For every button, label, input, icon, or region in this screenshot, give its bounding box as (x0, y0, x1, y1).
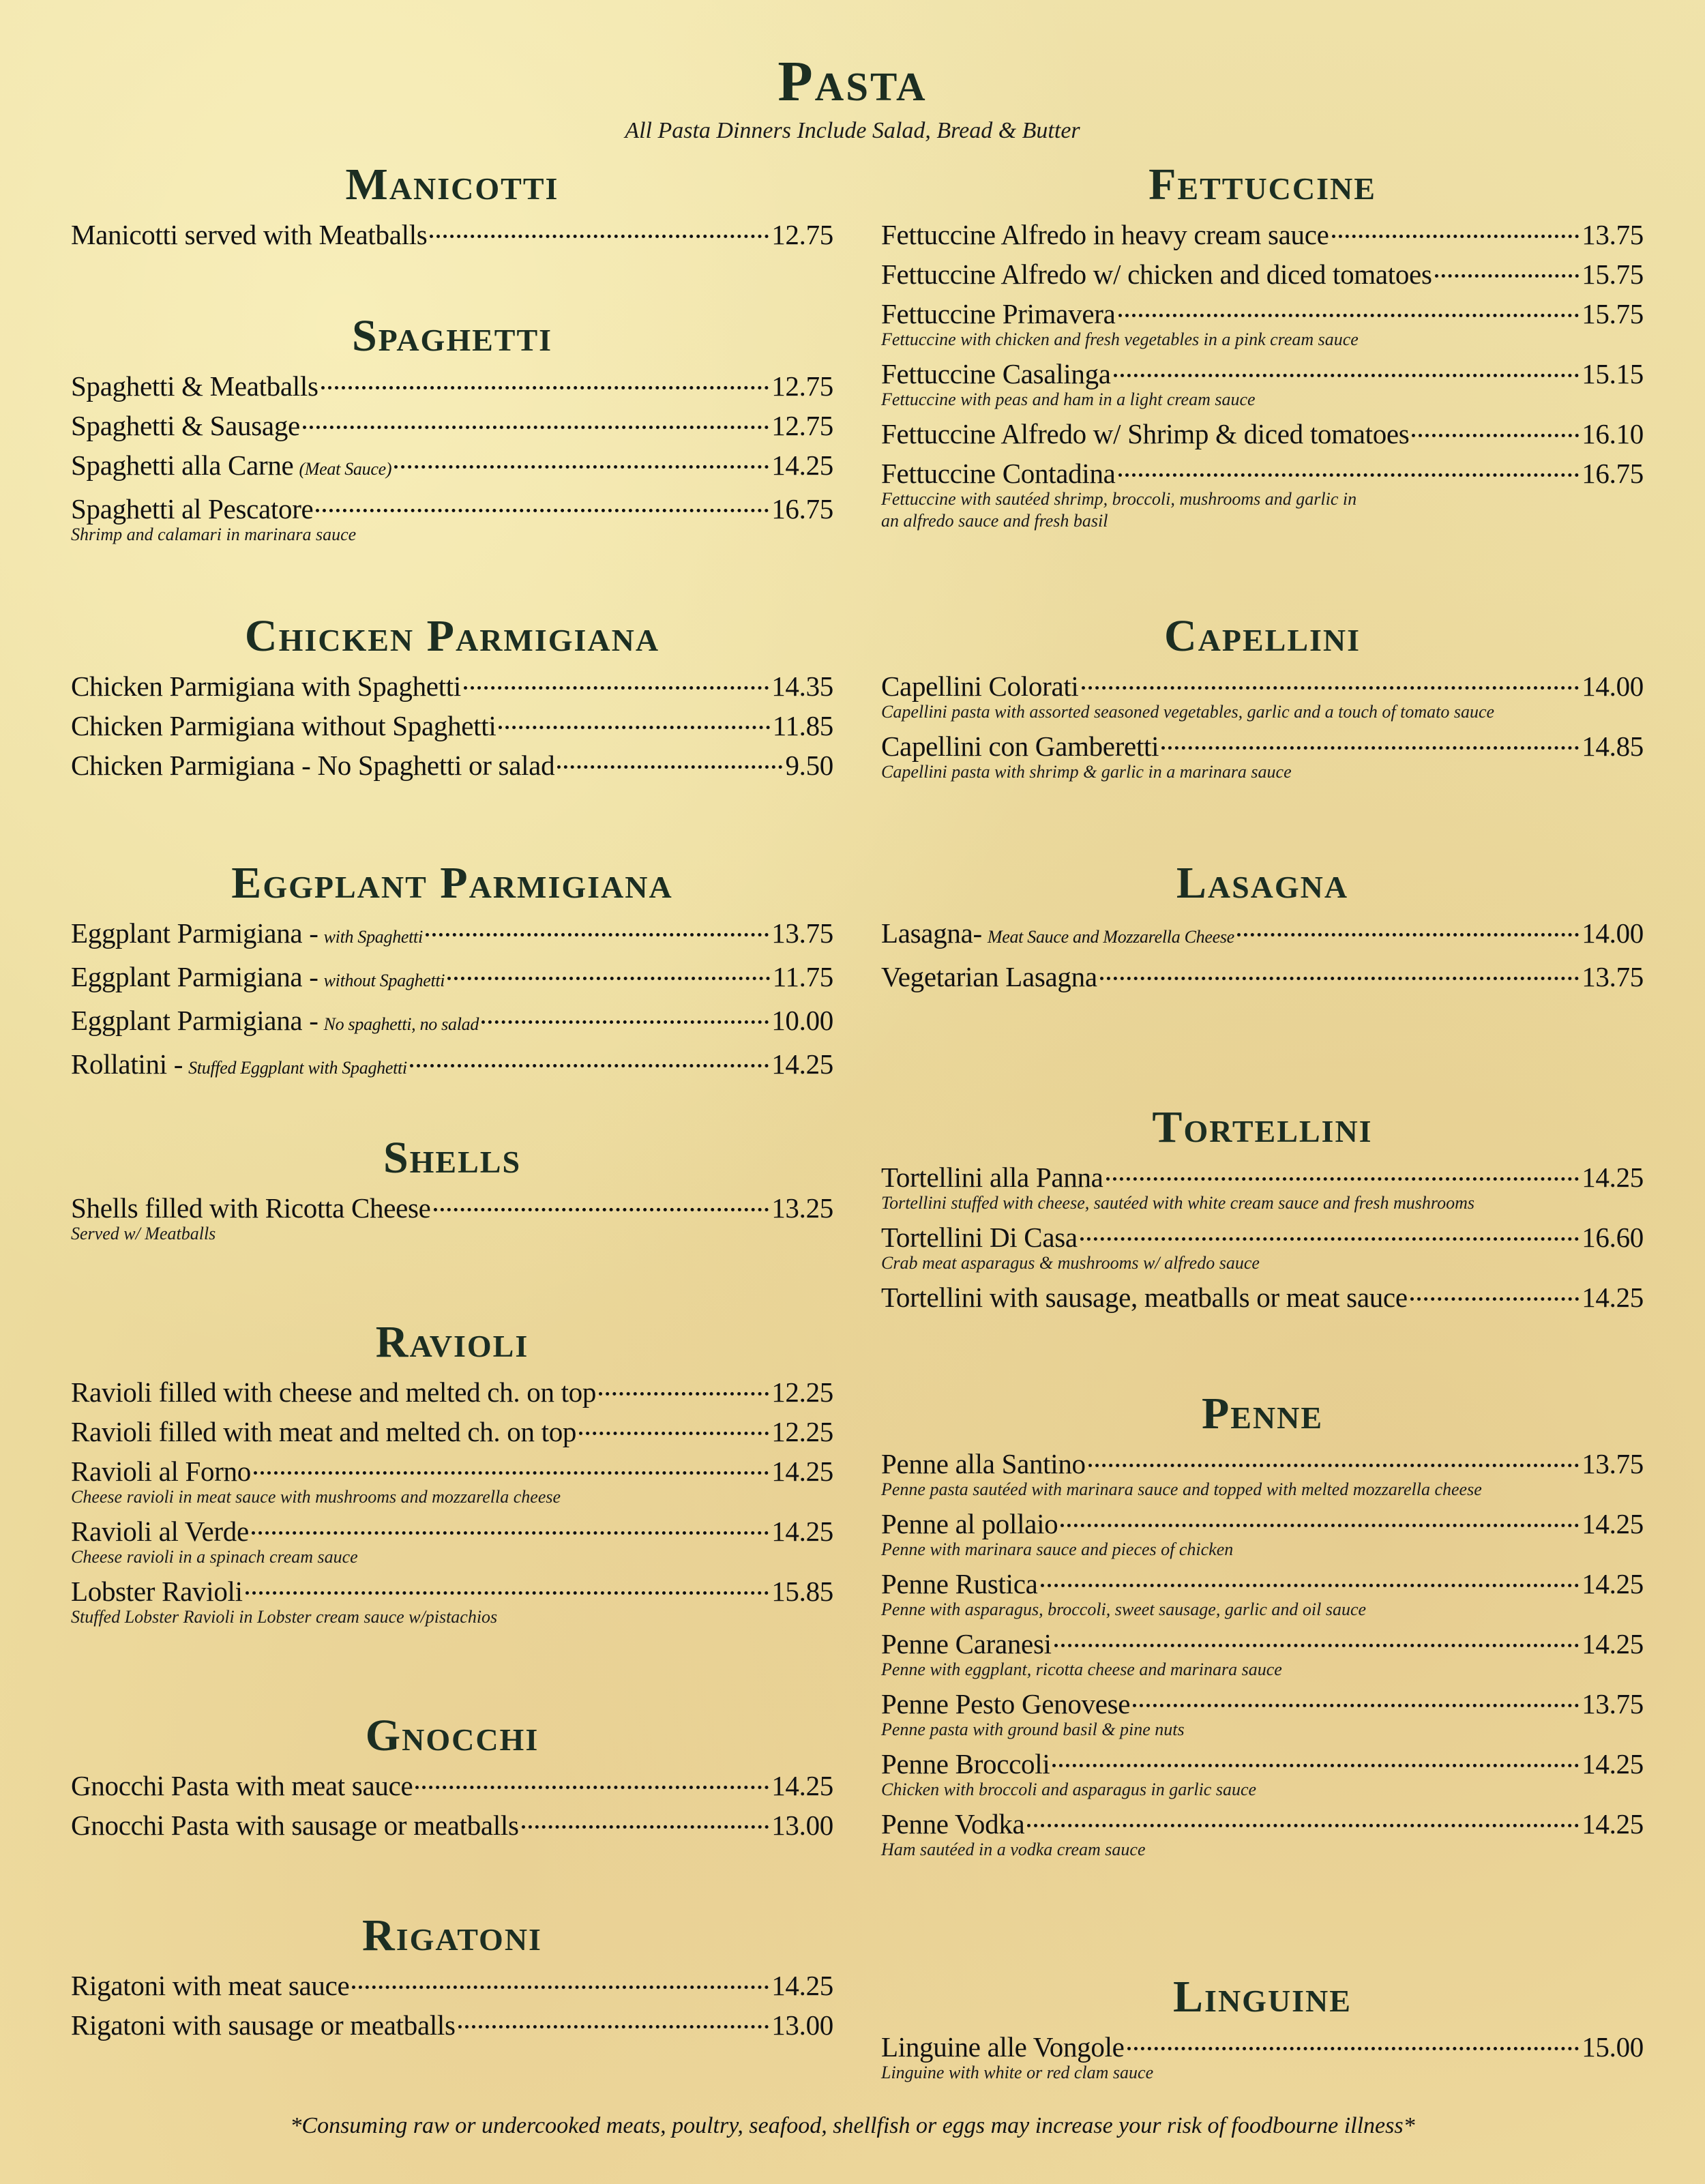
item-name: Penne al pollaio (881, 1508, 1058, 1539)
menu-item (71, 490, 833, 546)
menu-item-row (71, 958, 833, 1000)
item-price: 16.60 (1582, 1222, 1644, 1253)
item-price: 9.50 (785, 750, 833, 781)
menu-item-row (71, 1452, 833, 1490)
menu-item (71, 1413, 833, 1451)
item-name: Fettuccine Alfredo w/ Shrimp & diced tomatoes (881, 418, 1410, 449)
section-title: Penne (1201, 1389, 1324, 1438)
menu-item (71, 707, 833, 745)
dot-leader (303, 426, 769, 429)
menu-item (71, 216, 833, 254)
menu-item-row (71, 1189, 833, 1227)
item-price: 14.25 (771, 449, 833, 481)
item-price: 12.25 (771, 1376, 833, 1408)
menu-item (881, 355, 1644, 411)
item-name: Lobster Ravioli (71, 1576, 243, 1607)
menu-item-row (881, 1745, 1644, 1783)
menu-item-row (881, 1218, 1644, 1256)
item-name: Penne Vodka (881, 1808, 1025, 1840)
dot-leader (1412, 434, 1579, 437)
dot-leader (415, 1786, 769, 1789)
menu-item (881, 1278, 1644, 1316)
item-price: 14.25 (771, 1970, 833, 2001)
item-name: Ravioli filled with meat and melted ch. on top (71, 1416, 577, 1447)
item-price: 12.75 (771, 219, 833, 250)
item-description: Cheese ravioli in a spinach cream sauce (71, 1547, 358, 1567)
dot-leader (1054, 1644, 1580, 1647)
item-price: 14.35 (771, 670, 833, 702)
item-name: Spaghetti alla Carne (71, 449, 294, 481)
menu-item-row (881, 1685, 1644, 1723)
menu-item (71, 914, 833, 956)
menu-item-row (71, 367, 833, 405)
item-price: 16.10 (1582, 418, 1644, 449)
menu-item (881, 1805, 1644, 1861)
item-description: Cheese ravioli in meat sauce with mushrooms and mozzarella cheese (71, 1487, 561, 1507)
item-description: Served w/ Meatballs (71, 1224, 216, 1243)
menu-item-row (71, 216, 833, 254)
dot-leader (426, 933, 769, 936)
menu-item (71, 2006, 833, 2044)
menu-item (71, 1512, 833, 1568)
section-linguine (881, 1972, 1644, 2088)
dot-leader (1041, 1584, 1580, 1587)
item-note: without Spaghetti (323, 971, 445, 990)
menu-item-row (71, 1767, 833, 1805)
dot-leader (1082, 686, 1580, 690)
dot-leader (246, 1591, 769, 1595)
section-chicken-parmigiana (71, 611, 833, 786)
item-description: Crab meat asparagus & mushrooms w/ alfredo sauce (881, 1253, 1260, 1273)
section-title: Shells (383, 1133, 522, 1183)
menu-item (71, 1001, 833, 1044)
dot-leader (1127, 2047, 1580, 2050)
item-price: 12.75 (771, 410, 833, 441)
item-price: 15.15 (1582, 358, 1644, 389)
menu-item-row (881, 1158, 1644, 1196)
menu-item-row (881, 1625, 1644, 1663)
menu-item (881, 454, 1644, 532)
menu-item-row (71, 1572, 833, 1610)
menu-item-row (881, 454, 1644, 492)
dot-leader (557, 765, 782, 769)
item-price: 13.00 (771, 2009, 833, 2041)
section-title: Lasagna (1176, 858, 1349, 908)
item-name: Eggplant Parmigiana - (71, 917, 318, 949)
item-price: 13.75 (771, 917, 833, 949)
item-name: Spaghetti & Sausage (71, 410, 300, 441)
dot-leader (1027, 1824, 1579, 1827)
menu-item-row (71, 914, 833, 956)
item-description: Penne with eggplant, ricotta cheese and marinara sauce (881, 1659, 1282, 1679)
menu-item (881, 667, 1644, 723)
dot-leader (394, 465, 769, 469)
section-title: Spaghetti (351, 311, 553, 361)
item-name: Vegetarian Lasagna (881, 961, 1097, 992)
menu-item (71, 1452, 833, 1508)
item-price: 13.75 (1582, 219, 1644, 250)
menu-item (71, 1767, 833, 1805)
item-name: Eggplant Parmigiana - (71, 1005, 318, 1036)
item-name: Tortellini alla Panna (881, 1162, 1103, 1193)
dot-leader (252, 1531, 769, 1535)
menu-item (881, 415, 1644, 453)
menu-item-row (881, 255, 1644, 293)
dot-leader (1161, 746, 1579, 750)
dot-leader (499, 726, 769, 729)
menu-item (881, 1685, 1644, 1741)
menu-item (881, 1745, 1644, 1801)
dot-leader (430, 235, 769, 238)
dot-leader (1118, 314, 1580, 317)
dot-leader (458, 2025, 769, 2028)
menu-item-row (881, 1445, 1644, 1483)
menu-item-row (71, 746, 833, 784)
dot-leader (579, 1432, 769, 1435)
menu-item (881, 1445, 1644, 1501)
item-name: Fettuccine Casalinga (881, 358, 1111, 389)
item-name: Eggplant Parmigiana - (71, 961, 318, 992)
menu-item (881, 1505, 1644, 1561)
menu-item (71, 1806, 833, 1844)
item-price: 14.25 (1582, 1568, 1644, 1599)
item-price: 13.75 (1582, 961, 1644, 992)
item-price: 16.75 (771, 493, 833, 525)
page-subtitle: All Pasta Dinners Include Salad, Bread & Butter (625, 118, 1080, 143)
section-title: Linguine (1173, 1972, 1352, 2022)
menu-item (71, 667, 833, 705)
menu-item (71, 958, 833, 1000)
section-title: Gnocchi (365, 1711, 539, 1760)
menu-item-row (71, 2006, 833, 2044)
section-title: Rigatoni (362, 1910, 542, 1960)
section-fettuccine (881, 162, 1644, 536)
menu-item-row (71, 667, 833, 705)
section-title: Eggplant Parmigiana (231, 858, 673, 908)
dot-leader (522, 1825, 769, 1829)
menu-item-row (881, 1278, 1644, 1316)
dot-leader (1100, 977, 1579, 980)
item-price: 11.85 (772, 710, 833, 741)
item-note: with Spaghetti (323, 927, 423, 947)
item-price: 14.25 (771, 1456, 833, 1487)
section-title: Chicken Parmigiana (244, 611, 660, 661)
section-capellini (881, 611, 1644, 787)
item-price: 16.75 (1582, 458, 1644, 489)
menu-item (71, 407, 833, 445)
dot-leader (410, 1064, 769, 1067)
dot-leader (599, 1392, 769, 1396)
item-description: Capellini pasta with shrimp & garlic in a marinara sauce (881, 762, 1292, 782)
item-price: 14.25 (1582, 1808, 1644, 1840)
menu-item-row (881, 216, 1644, 254)
item-name: Rigatoni with meat sauce (71, 1970, 350, 2001)
dot-leader (434, 1208, 769, 1211)
item-name: Gnocchi Pasta with sausage or meatballs (71, 1810, 519, 1841)
menu-item-row (881, 2028, 1644, 2066)
menu-item (71, 1045, 833, 1087)
section-rigatoni (71, 1910, 833, 2046)
menu-item (71, 446, 833, 488)
dot-leader (464, 686, 769, 690)
menu-item (881, 1625, 1644, 1681)
menu-item (881, 727, 1644, 783)
dot-leader (1052, 1764, 1579, 1767)
menu-item-row (71, 1966, 833, 2005)
section-lasagna (881, 858, 1644, 997)
item-description: Penne pasta with ground basil & pine nuts (881, 1720, 1185, 1739)
item-name: Chicken Parmigiana without Spaghetti (71, 710, 496, 741)
menu-item-row (881, 415, 1644, 453)
section-title: Fettuccine (1148, 160, 1376, 209)
dot-leader (1106, 1177, 1580, 1181)
item-name: Spaghetti & Meatballs (71, 370, 318, 402)
item-description: Ham sautéed in a vodka cream sauce (881, 1840, 1146, 1859)
menu-item-row (71, 407, 833, 445)
dot-leader (1118, 473, 1580, 477)
item-name: Rigatoni with sausage or meatballs (71, 2009, 456, 2041)
dot-leader (1114, 374, 1580, 377)
section-title: Tortellini (1152, 1102, 1373, 1152)
item-name: Lasagna- (881, 917, 982, 949)
dot-leader (1410, 1297, 1580, 1301)
item-description: Tortellini stuffed with cheese, sautéed with white cream sauce and fresh mushrooms (881, 1193, 1474, 1213)
dot-leader (1435, 274, 1580, 278)
menu-item (71, 746, 833, 784)
menu-item (71, 1189, 833, 1245)
menu-item-row (71, 1045, 833, 1087)
menu-item-row (881, 1805, 1644, 1843)
item-name: Manicotti served with Meatballs (71, 219, 428, 250)
dot-leader (321, 386, 769, 389)
section-spaghetti (71, 311, 833, 550)
item-name: Penne Pesto Genovese (881, 1688, 1131, 1720)
dot-leader (1237, 933, 1579, 936)
menu-item-row (881, 914, 1644, 956)
menu-item-row (881, 1505, 1644, 1543)
item-name: Gnocchi Pasta with meat sauce (71, 1770, 413, 1801)
item-description: Shrimp and calamari in marinara sauce (71, 525, 357, 544)
item-price: 14.25 (1582, 1628, 1644, 1659)
item-price: 14.00 (1582, 917, 1644, 949)
item-description: Fettuccine with peas and ham in a light cream sauce (881, 389, 1256, 409)
item-name: Penne Rustica (881, 1568, 1038, 1599)
item-description: Stuffed Lobster Ravioli in Lobster cream sauce w/pistachios (71, 1607, 498, 1627)
item-name: Chicken Parmigiana - No Spaghetti or salad (71, 750, 555, 781)
item-price: 13.75 (1582, 1448, 1644, 1479)
item-price: 12.25 (771, 1416, 833, 1447)
menu-item (71, 1373, 833, 1411)
item-name: Penne Broccoli (881, 1748, 1050, 1780)
item-price: 12.75 (771, 370, 833, 402)
section-penne (881, 1391, 1644, 1865)
menu-item-row (71, 446, 833, 488)
item-description: Penne with asparagus, broccoli, sweet sausage, garlic and oil sauce (881, 1599, 1367, 1619)
section-title: Capellini (1163, 611, 1361, 661)
dot-leader (481, 1020, 769, 1024)
item-description: Fettuccine with chicken and fresh vegetables in a pink cream sauce (881, 329, 1359, 349)
dot-leader (1061, 1524, 1579, 1527)
item-name: Fettuccine Contadina (881, 458, 1116, 489)
menu-item (881, 216, 1644, 254)
menu-item-row (71, 707, 833, 745)
item-name: Fettuccine Alfredo in heavy cream sauce (881, 219, 1329, 250)
menu-item-row (71, 1373, 833, 1411)
item-description: Chicken with broccoli and asparagus in garlic sauce (881, 1780, 1257, 1799)
menu-item (71, 367, 833, 405)
menu-item (881, 1218, 1644, 1274)
item-name: Shells filled with Ricotta Cheese (71, 1192, 431, 1224)
item-price: 14.25 (771, 1770, 833, 1801)
item-price: 14.25 (1582, 1748, 1644, 1780)
section-ravioli (71, 1317, 833, 1632)
item-description: Fettuccine with sautéed shrimp, broccoli, mushrooms and garlic in an alfredo sauce and fresh basil (881, 489, 1357, 531)
item-description: Penne pasta sautéed with marinara sauce and topped with melted mozzarella cheese (881, 1479, 1482, 1499)
item-name: Tortellini Di Casa (881, 1222, 1078, 1253)
menu-item-row (881, 295, 1644, 333)
dot-leader (254, 1471, 769, 1475)
section-title: Manicotti (345, 160, 559, 209)
item-name: Rollatini - (71, 1048, 183, 1080)
menu-item (881, 255, 1644, 293)
section-shells (71, 1133, 833, 1249)
menu-item-row (881, 727, 1644, 765)
menu-item (881, 958, 1644, 996)
menu-item (881, 1158, 1644, 1214)
item-name: Penne alla Santino (881, 1448, 1086, 1479)
item-price: 14.25 (771, 1516, 833, 1547)
item-name: Chicken Parmigiana with Spaghetti (71, 670, 461, 702)
item-name: Spaghetti al Pescatore (71, 493, 314, 525)
dot-leader (447, 977, 770, 980)
section-title: Ravioli (375, 1317, 529, 1367)
dot-leader (1088, 1464, 1579, 1467)
item-price: 15.75 (1582, 259, 1644, 290)
item-name: Tortellini with sausage, meatballs or meat sauce (881, 1282, 1408, 1313)
item-name: Linguine alle Vongole (881, 2031, 1125, 2063)
menu-item-row (71, 1806, 833, 1844)
menu-item (71, 1572, 833, 1628)
menu-item-row (881, 667, 1644, 705)
section-gnocchi (71, 1713, 833, 1846)
menu-item-row (71, 1001, 833, 1044)
item-note: No spaghetti, no salad (323, 1014, 479, 1034)
section-manicotti (71, 162, 833, 255)
item-name: Ravioli filled with cheese and melted ch. on top (71, 1376, 597, 1408)
item-price: 13.25 (771, 1192, 833, 1224)
menu-item-row (881, 1565, 1644, 1603)
menu-item-row (881, 355, 1644, 393)
section-tortellini (881, 1102, 1644, 1318)
item-price: 13.75 (1582, 1688, 1644, 1720)
item-name: Penne Caranesi (881, 1628, 1052, 1659)
menu-item-row (71, 1413, 833, 1451)
item-name: Fettuccine Alfredo w/ chicken and diced tomatoes (881, 259, 1432, 290)
menu-item-row (71, 490, 833, 528)
item-name: Ravioli al Verde (71, 1516, 249, 1547)
menu-item (881, 295, 1644, 351)
item-price: 10.00 (771, 1005, 833, 1036)
item-name: Capellini con Gamberetti (881, 731, 1159, 762)
item-price: 14.00 (1582, 670, 1644, 702)
item-price: 14.25 (1582, 1162, 1644, 1193)
menu-item (881, 914, 1644, 956)
item-description: Linguine with white or red clam sauce (881, 2063, 1154, 2082)
item-name: Fettuccine Primavera (881, 298, 1116, 329)
menu-item (881, 2028, 1644, 2084)
item-price: 14.85 (1582, 731, 1644, 762)
item-description: Capellini pasta with assorted seasoned vegetables, garlic and a touch of tomato sauce (881, 702, 1495, 722)
item-price: 15.00 (1582, 2031, 1644, 2063)
food-safety-disclaimer: *Consuming raw or undercooked meats, poultry, seafood, shellfish or eggs may increase your risk of foodbourne illness* (290, 2113, 1415, 2138)
section-eggplant-parmigiana (71, 858, 833, 1089)
menu-item (881, 1565, 1644, 1621)
item-price: 14.25 (1582, 1282, 1644, 1313)
item-price: 14.25 (1582, 1508, 1644, 1539)
item-note: (Meat Sauce) (299, 459, 392, 479)
dot-leader (352, 1986, 769, 1989)
item-price: 13.00 (771, 1810, 833, 1841)
item-name: Ravioli al Forno (71, 1456, 251, 1487)
menu-item-row (881, 958, 1644, 996)
menu-item (71, 1966, 833, 2005)
dot-leader (316, 509, 769, 512)
page-title: Pasta (777, 50, 928, 113)
item-note: Stuffed Eggplant with Spaghetti (188, 1058, 407, 1078)
item-note: Meat Sauce and Mozzarella Cheese (987, 927, 1234, 947)
item-price: 14.25 (771, 1048, 833, 1080)
menu-item-row (71, 1512, 833, 1550)
dot-leader (1080, 1237, 1579, 1241)
item-price: 15.75 (1582, 298, 1644, 329)
item-price: 15.85 (771, 1576, 833, 1607)
item-price: 11.75 (772, 961, 833, 992)
dot-leader (1332, 235, 1580, 238)
item-description: Penne with marinara sauce and pieces of chicken (881, 1539, 1234, 1559)
dot-leader (1133, 1704, 1579, 1707)
item-name: Capellini Colorati (881, 670, 1079, 702)
